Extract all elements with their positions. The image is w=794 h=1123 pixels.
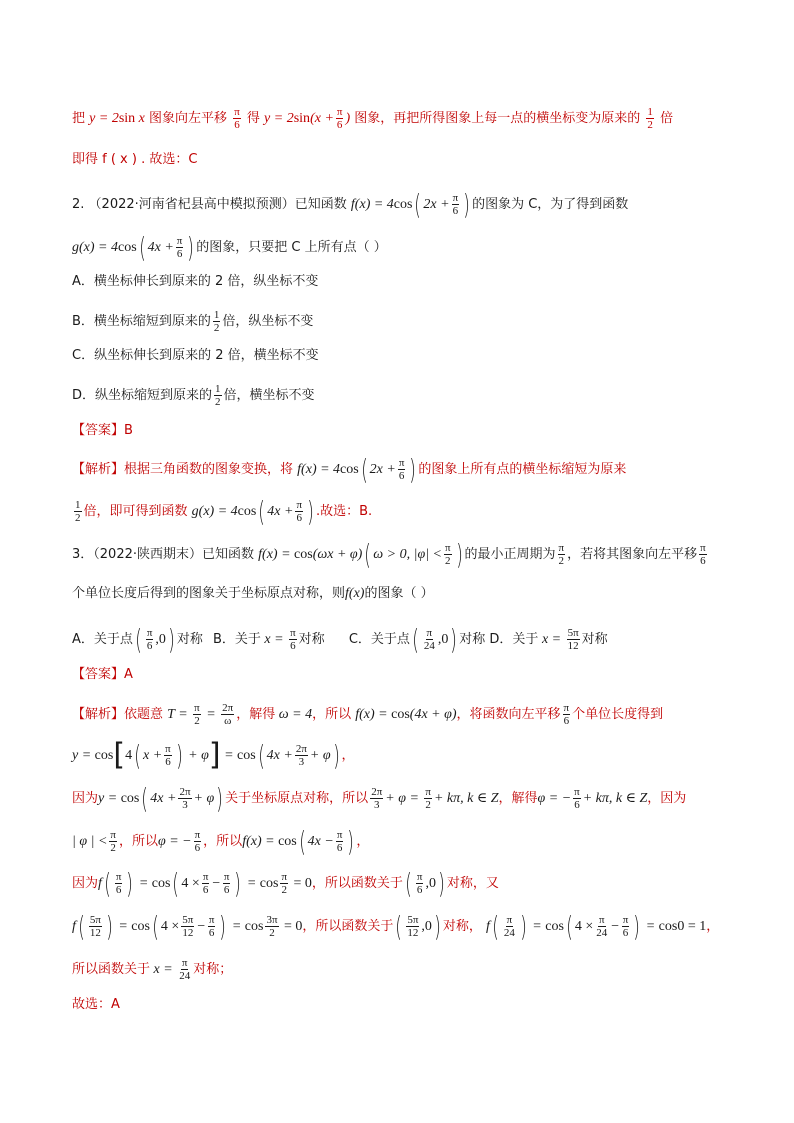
- text: ，所以函数关于: [311, 876, 403, 891]
- formula: y = 2sin(x +: [264, 111, 334, 126]
- q3-stem-line-1: 3．（2022·陕西期末）已知函数 f(x) = cos(ωx + φ)( ω > 0, |φ| < $\frac{\pi}{2}$ ) 的最小正周期为 $\frac{\pi}{2}$ ，若将其图象向左平移 $\frac{\pi}{6}$: [72, 537, 706, 571]
- text: 的最小正周期为: [464, 547, 556, 562]
- text: .故选：B.: [315, 504, 373, 519]
- text: 的图象，只要把 C 上所有点（ ）: [196, 240, 387, 255]
- text: 图象向左平移: [149, 111, 228, 126]
- text: 图象，再把所得图象上每一点的横坐标变为原来的: [354, 111, 641, 126]
- q2-stem-line-2: g(x) = 4cos( 4x + $\frac{\pi}{6}$ ) 的图象，只要把 C 上所有点（ ）: [72, 230, 387, 264]
- text: 因为: [72, 876, 99, 891]
- formula: y = 2sin x: [89, 111, 145, 126]
- text: D．纵坐标缩短到原来的: [72, 388, 213, 403]
- q3-analysis-line-1: 【解析】依题意 T = $\frac{\pi}{2}$ = $\frac{2\pi}{\omega}$ ，解得 ω = 4，所以 f(x) = cos(4x + φ)，将函数向左平移 $\frac{\pi}{6}$ 个单位长度得到: [72, 702, 664, 727]
- fraction-1-2: $\frac{1}{2}$: [75, 499, 81, 524]
- question-number: 3．: [72, 547, 94, 562]
- q2-analysis-line-1: 【解析】根据三角函数的图象变换，将 f(x) = 4cos( 2x + $\frac{\pi}{6}$ ) 的图象上所有点的横坐标缩短为原来: [72, 452, 627, 486]
- text: 对称，: [442, 919, 482, 934]
- q3-analysis-line-5: 因为f( $\frac{\pi}{6}$ ) = cos( 4 × $\frac{\pi}{6}$ − $\frac{\pi}{6}$ ) = cos $\frac{\pi}{2}$ = 0，所以函数关于( $\frac{\pi}{6}$ ,0) 对称，又: [72, 866, 499, 900]
- text: ，解得: [498, 791, 538, 806]
- q2-option-b: [72, 309, 313, 334]
- text: ，解得: [236, 707, 276, 722]
- intro-line-1: 把 y = 2sin x 图象向左平移 $\frac{\pi}{6}$ 得 y = 2sin(x + $\frac{\pi}{6}$ ) 图象，再把所得图象上每一点的横坐标变为原来的 $\frac{1}{2}$ 倍: [72, 106, 674, 131]
- q3-analysis-line-3: 因为y = cos( 4x + $\frac{2\pi}{3}$ + φ) 关于坐标原点对称，所以 $\frac{2\pi}{3}$ + φ = $\frac{\pi}{2}$ + kπ, k ∈ Z，解得φ = − $\frac{\pi}{6}$ + kπ, k ∈ Z，因为: [72, 781, 687, 815]
- text: ，因为: [647, 791, 687, 806]
- q3-analysis-line-7: 所以函数关于 x = $\frac{\pi}{24}$ 对称；: [72, 957, 233, 982]
- text: 得: [246, 111, 260, 126]
- q3-analysis-line-6: f( $\frac{5\pi}{12}$ ) = cos( 4 × $\frac{5\pi}{12}$ − $\frac{\pi}{6}$ ) = cos $\frac{3\pi}{2}$ = 0，所以函数关于( $\frac{5\pi}{12}$ ,0) 对称， f( $\frac{\pi}{24}$ ) = cos( 4 × $\frac{\pi}{24}$ − $\frac{\pi}{6}$ ) = cos0 = 1，: [72, 909, 720, 943]
- text: 已知函数: [294, 197, 347, 212]
- fraction-1-2: $\frac{1}{2}$: [213, 309, 220, 334]
- intro-line-2: 即得 f ( x ) . 故选：C: [72, 152, 198, 167]
- text: 关于坐标原点对称，所以: [225, 791, 369, 806]
- text: 对称；: [193, 962, 233, 977]
- fraction-pi-6: $\frac{\pi}{6}$: [336, 106, 343, 131]
- formula: f(x) = 4cos: [350, 197, 413, 212]
- text: ，将函数向左平移: [456, 707, 561, 722]
- text: B．横坐标缩短到原来的: [72, 314, 211, 329]
- question-number: 2.: [72, 197, 85, 212]
- formula: f(x) = 4cos: [297, 462, 359, 477]
- text: ，所以: [312, 707, 352, 722]
- text: 已知函数: [202, 547, 255, 562]
- text: 的图象（ ）: [364, 586, 434, 601]
- text: 对称: [581, 632, 608, 647]
- text: 倍，横坐标不变: [223, 388, 315, 403]
- q3-options: A．关于点( $\frac{\pi}{6}$ ,0) 对称 B．关于 x = $\frac{\pi}{6}$ 对称 C．关于点( $\frac{\pi}{24}$ ,0) 对称 D．关于 x = $\frac{5\pi}{12}$ 对称: [72, 622, 608, 656]
- text: ，所以: [203, 834, 243, 849]
- text: 个单位长度得到: [572, 707, 664, 722]
- analysis-tag: 【解析】: [72, 462, 125, 477]
- q2-stem-line-1: 2. （2022·河南省杞县高中模拟预测）已知函数 f(x) = 4cos( 2x + $\frac{\pi}{6}$ ) 的图象为 C，为了得到函数: [72, 187, 629, 221]
- text: ，所以: [118, 834, 158, 849]
- formula: f(x): [345, 586, 365, 601]
- formula: y = cos: [72, 748, 114, 763]
- text: B．关于: [213, 632, 261, 647]
- text: ，所以函数关于: [302, 919, 394, 934]
- q2-answer: 【答案】B: [72, 423, 133, 438]
- text: 对称: [459, 632, 486, 647]
- fraction: $\frac{\pi}{6}$: [452, 192, 459, 217]
- text: A．关于点: [72, 632, 133, 647]
- q2-option-a: A．横坐标伸长到原来的 2 倍，纵坐标不变: [72, 274, 319, 289]
- analysis-tag: 【解析】: [72, 707, 125, 722]
- text: D．关于: [489, 632, 539, 647]
- text: 因为: [72, 791, 99, 806]
- text: 根据三角函数的图象变换，将: [124, 462, 294, 477]
- text: 把: [72, 111, 86, 126]
- formula: g(x) = 4cos: [191, 504, 257, 519]
- formula: g(x) = 4cos: [72, 240, 137, 255]
- q3-stem-line-2: [72, 584, 434, 604]
- formula: T =: [167, 707, 192, 722]
- question-source: （2022·河南省杞县高中模拟预测）: [88, 197, 295, 212]
- q3-analysis-line-2: y = cos[4( x + $\frac{\pi}{6}$ ) + φ] = cos( 4x + $\frac{2\pi}{3}$ + φ) ，: [72, 737, 355, 773]
- fraction-pi-6: $\frac{\pi}{6}$: [234, 106, 240, 131]
- text: 的图象上所有点的横坐标缩短为原来: [418, 462, 627, 477]
- fraction-1-2: $\frac{1}{2}$: [647, 106, 653, 131]
- text: 对称: [298, 632, 325, 647]
- text: 倍: [660, 111, 674, 126]
- text: ，若将其图象向左平移: [567, 547, 698, 562]
- q3-final: 故选：A: [72, 997, 120, 1012]
- q3-analysis-line-4: | φ | < $\frac{\pi}{2}$ ，所以φ = − $\frac{\pi}{6}$ ，所以f(x) = cos( 4x − $\frac{\pi}{6}$ ) ，: [72, 824, 370, 858]
- text: 倍，即可得到函数: [83, 504, 188, 519]
- text: 的图象为 C，为了得到函数: [472, 197, 629, 212]
- q3-answer: 【答案】A: [72, 667, 133, 682]
- text: 对称，又: [446, 876, 499, 891]
- text: 所以函数关于: [72, 962, 151, 977]
- text: 倍，纵坐标不变: [222, 314, 314, 329]
- q2-option-d: [72, 383, 315, 408]
- fraction-1-2: $\frac{1}{2}$: [215, 383, 221, 408]
- formula: f(x) = cos(ωx + φ): [258, 547, 363, 562]
- question-source: （2022·陕西期末）: [93, 547, 202, 562]
- text: 个单位长度后得到的图象关于坐标原点对称，则: [72, 586, 346, 601]
- q2-analysis-line-2: $\frac{1}{2}$ 倍，即可得到函数 g(x) = 4cos( 4x + $\frac{\pi}{6}$ ) .故选：B.: [75, 494, 373, 528]
- text: C．关于点: [348, 632, 410, 647]
- q2-option-c: C．纵坐标伸长到原来的 2 倍，横坐标不变: [72, 348, 319, 363]
- text: 依题意: [124, 707, 164, 722]
- text: 对称: [176, 632, 203, 647]
